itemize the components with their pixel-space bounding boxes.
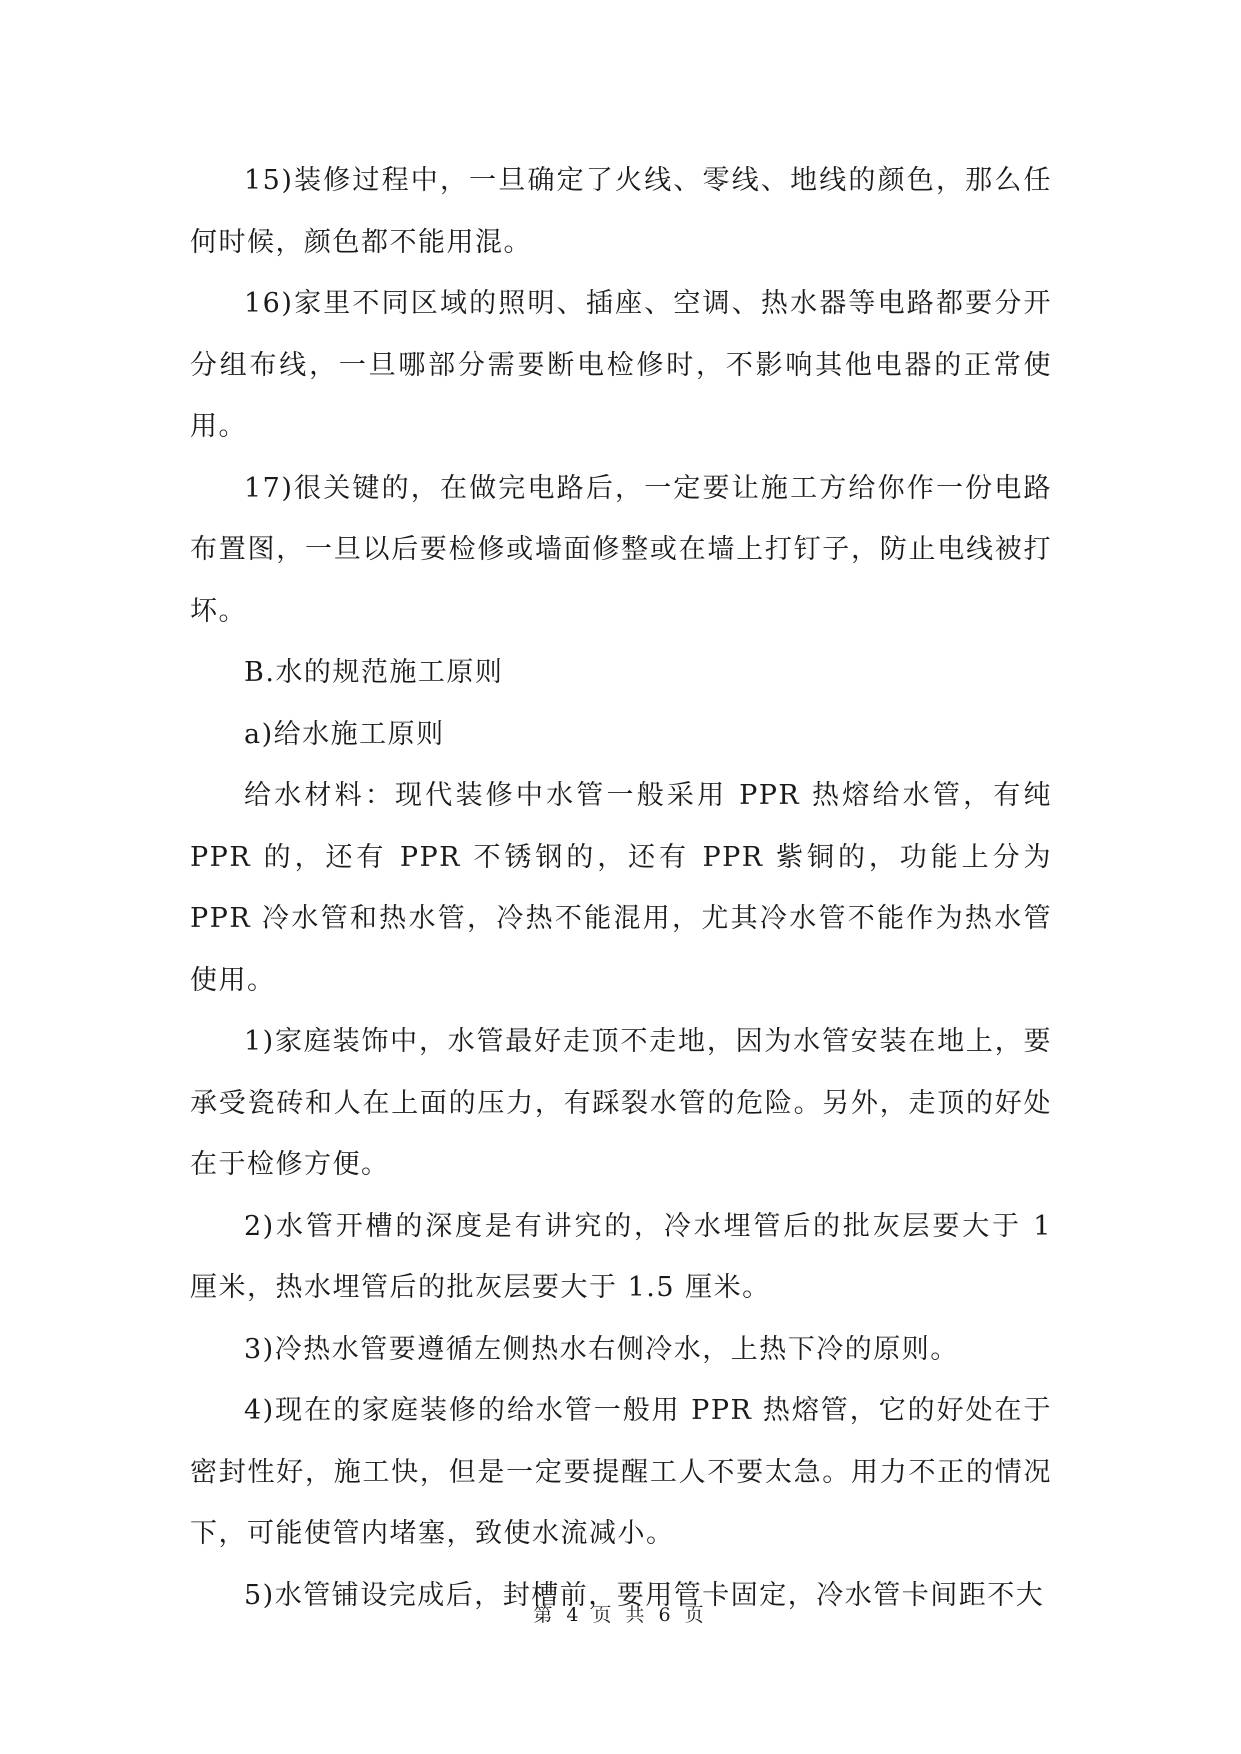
paragraph-item-4: 4)现在的家庭装修的给水管一般用 PPR 热熔管，它的好处在于密封性好，施工快，但是一定要提醒工人不要太急。用力不正的情况下，可能使管内堵塞，致使水流减小。 xyxy=(190,1395,1052,1549)
paragraph-item-16: 16)家里不同区域的照明、插座、空调、热水器等电路都要分开分组布线，一旦哪部分需要断电检修时，不影响其他电器的正常使用。 xyxy=(190,288,1052,442)
paragraph-item-3: 3)冷热水管要遵循左侧热水右侧冷水，上热下冷的原则。 xyxy=(244,1333,959,1365)
paragraph-item-5: 5)水管铺设完成后，封槽前，要用管卡固定，冷水管卡间距不大 xyxy=(244,1579,1045,1611)
paragraph-item-1: 1)家庭装饰中，水管最好走顶不走地，因为水管安装在地上，要承受瓷砖和人在上面的压力，有踩裂水管的危险。另外，走顶的好处在于检修方便。 xyxy=(190,1026,1052,1180)
paragraph-item-15: 15)装修过程中，一旦确定了火线、零线、地线的颜色，那么任何时候，颜色都不能用混。 xyxy=(190,165,1052,258)
paragraph-water-materials: 给水材料：现代装修中水管一般采用 PPR 热熔给水管，有纯 PPR 的，还有 PPR 不锈钢的，还有 PPR 紫铜的，功能上分为 PPR 冷水管和热水管，冷热不能混用，尤其冷水管不能作为热水管使用。 xyxy=(190,780,1052,996)
paragraph-item-17: 17)很关键的，在做完电路后，一定要让施工方给你作一份电路布置图，一旦以后要检修或墙面修整或在墙上打钉子，防止电线被打坏。 xyxy=(190,472,1052,627)
paragraph-item-2: 2)水管开槽的深度是有讲究的，冷水埋管后的批灰层要大于 1 厘米，热水埋管后的批灰层要大于 1.5 厘米。 xyxy=(190,1210,1052,1303)
page-number-footer: 第 4 页 共 6 页 xyxy=(533,1604,708,1626)
document-body xyxy=(190,150,1052,1626)
section-heading-water: B.水的规范施工原则 xyxy=(244,657,504,688)
subsection-heading-water-supply: a)给水施工原则 xyxy=(244,718,445,750)
